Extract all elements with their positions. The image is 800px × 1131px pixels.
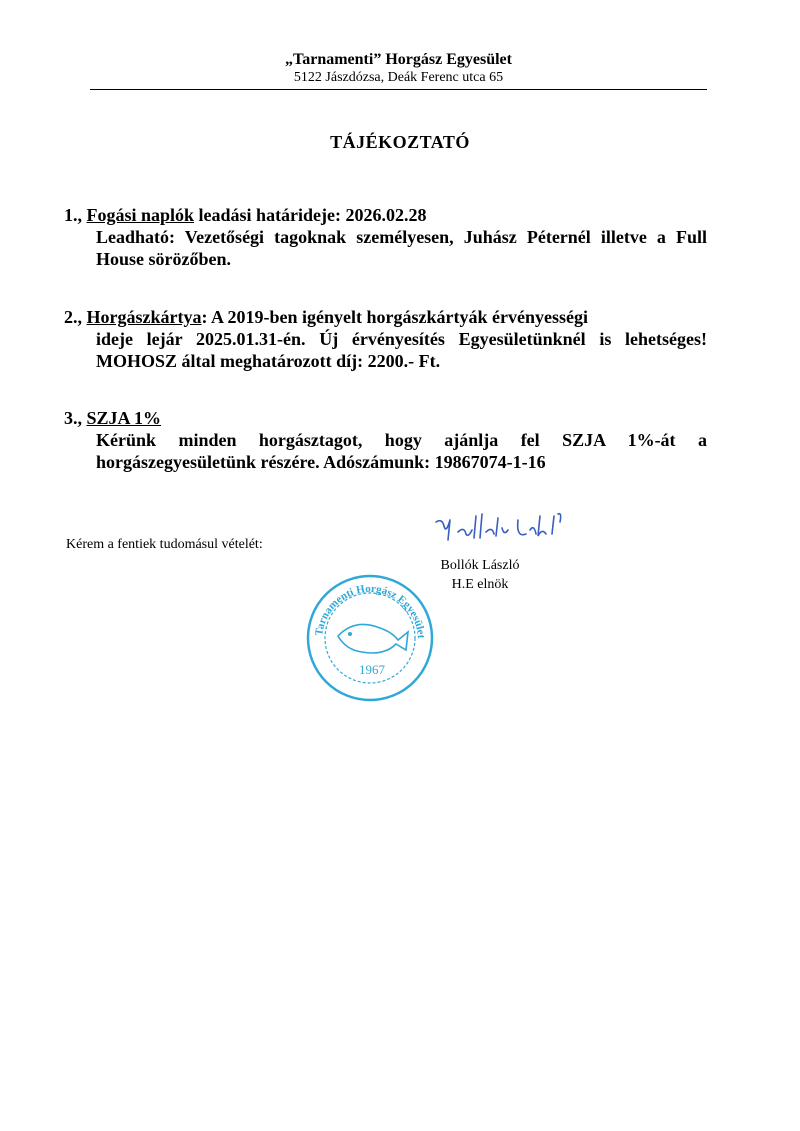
signer-role: H.E elnök	[451, 577, 509, 592]
notice-item-body: Kérünk minden horgásztagot, hogy ajánlja fel SZJA 1%-át a horgászegyesületünk részére. Adószámunk: 19867074-1-16	[96, 430, 707, 472]
stamp-text: Tarnamenti Horgász Egyesület	[313, 582, 427, 639]
handwritten-signature	[430, 508, 580, 548]
notice-item-2	[64, 306, 707, 372]
notice-item-heading	[64, 204, 707, 226]
notice-item-heading	[64, 407, 707, 429]
item-heading-underlined: Horgászkártya	[86, 307, 202, 327]
document-header	[90, 50, 707, 90]
notice-item-body: ideje lejár 2025.01.31-én. Új érvényesítés Egyesületünknél is lehetséges! MOHOSZ által meghatározott díj: 2200.- Ft.	[96, 329, 707, 371]
item-number: 2.,	[64, 307, 87, 327]
item-heading-rest: leadási határideje: 2026.02.28	[194, 205, 427, 225]
fish-icon	[338, 624, 408, 653]
notice-item-body: Leadható: Vezetőségi tagoknak személyesen, Juhász Péternél illetve a Full House sörözőben.	[96, 227, 707, 269]
organization-address: 5122 Jászdózsa, Deák Ferenc utca 65	[293, 70, 504, 85]
organization-stamp	[300, 570, 440, 705]
document-title: TÁJÉKOZTATÓ	[330, 132, 470, 152]
item-heading-underlined: Fogási naplók	[86, 205, 195, 225]
item-heading-rest: : A 2019-ben igényelt horgászkártyák érvényességi	[201, 307, 588, 327]
notice-item-3	[64, 407, 707, 473]
signer-name: Bollók László	[440, 558, 520, 573]
stamp-year: 1967	[359, 662, 385, 677]
item-number: 3.,	[64, 408, 87, 428]
item-heading-underlined: SZJA 1%	[86, 408, 162, 428]
organization-name: „Tarnamenti” Horgász Egyesület	[285, 51, 512, 68]
notice-item-heading	[64, 306, 707, 328]
item-number: 1.,	[64, 205, 87, 225]
notice-item-1	[64, 204, 707, 270]
closing-note: Kérem a fentiek tudomásul vételét:	[66, 537, 263, 552]
